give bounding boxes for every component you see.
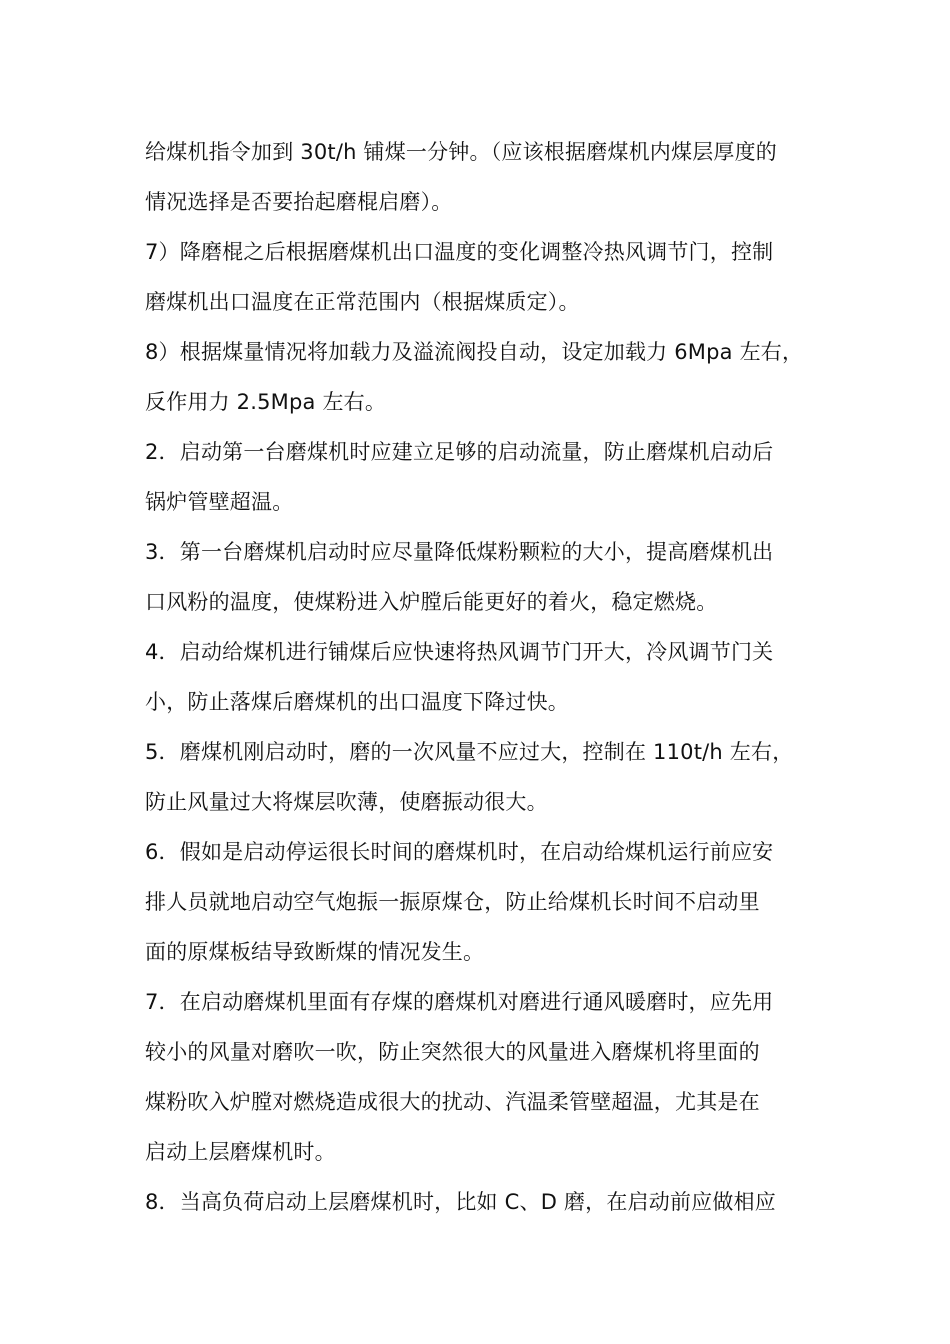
text-line: 煤粉吹入炉膛对燃烧造成很大的扰动、汽温柔管壁超温，尤其是在 [145, 1090, 760, 1114]
text-line: 较小的风量对磨吹一吹，防止突然很大的风量进入磨煤机将里面的 [145, 1040, 760, 1064]
text-line: 给煤机指令加到 30t/h 铺煤一分钟。（应该根据磨煤机内煤层厚度的 [145, 140, 777, 164]
text-line: 排人员就地启动空气炮振一振原煤仓，防止给煤机长时间不启动里 [145, 890, 760, 914]
text-line: 5．磨煤机刚启动时，磨的一次风量不应过大，控制在 110t/h 左右， [145, 740, 794, 764]
text-line: 反作用力 2.5Mpa 左右。 [145, 390, 387, 414]
text-line: 情况选择是否要抬起磨棍启磨）。 [145, 190, 453, 214]
text-line: 锅炉管壁超温。 [145, 490, 294, 514]
text-line: 4．启动给煤机进行铺煤后应快速将热风调节门开大，冷风调节门关 [145, 640, 774, 664]
text-line: 7．在启动磨煤机里面有存煤的磨煤机对磨进行通风暖磨时，应先用 [145, 990, 774, 1014]
text-line: 启动上层磨煤机时。 [145, 1140, 336, 1164]
text-line: 7）降磨棍之后根据磨煤机出口温度的变化调整冷热风调节门，控制 [145, 240, 774, 264]
text-line: 2．启动第一台磨煤机时应建立足够的启动流量，防止磨煤机启动后 [145, 440, 774, 464]
text-line: 口风粉的温度，使煤粉进入炉膛后能更好的着火，稳定燃烧。 [145, 590, 718, 614]
text-line: 3．第一台磨煤机启动时应尽量降低煤粉颗粒的大小，提高磨煤机出 [145, 540, 774, 564]
text-line: 8．当高负荷启动上层磨煤机时，比如 C、D 磨，在启动前应做相应 [145, 1190, 776, 1214]
document-body [145, 127, 835, 1227]
text-line: 6．假如是启动停运很长时间的磨煤机时，在启动给煤机运行前应安 [145, 840, 774, 864]
text-line: 小，防止落煤后磨煤机的出口温度下降过快。 [145, 690, 569, 714]
text-line: 磨煤机出口温度在正常范围内（根据煤质定）。 [145, 290, 580, 314]
text-line: 面的原煤板结导致断煤的情况发生。 [145, 940, 485, 964]
text-line: 8）根据煤量情况将加载力及溢流阀投自动，设定加载力 6Mpa 左右， [145, 340, 804, 364]
text-line: 防止风量过大将煤层吹薄，使磨振动很大。 [145, 790, 548, 814]
